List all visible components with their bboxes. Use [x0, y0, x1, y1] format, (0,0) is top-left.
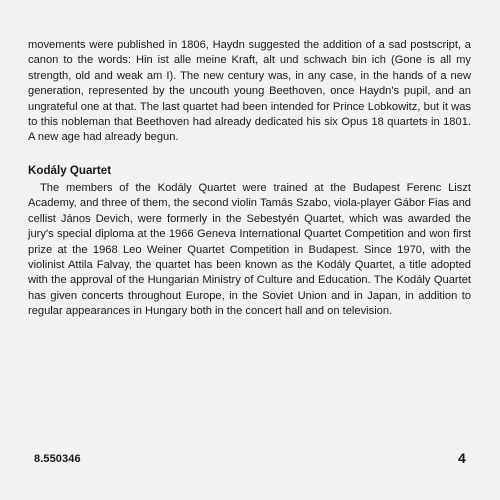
kodaly-quartet-paragraph: The members of the Kodály Quartet were trained at the Budapest Ferenc Liszt Academy, and three of them, the second violin Tamás Szabo, viola-player Gábor Fias and cellist János Devich, were formerly in the Sebestyén Quartet, which was awarded the jury's special diploma at the 1966 Geneva International Quartet Competition and won first prize at the 1968 Leo Weiner Quartet Competition in Budapest. Since 1970, with the violinist Attila Falvay, the quartet has been known as the Kodály Quartet, a title adopted with the approval of the Hungarian Ministry of Culture and Education. The Kodály Quartet has given concerts throughout Europe, in the Soviet Union and in Japan, in addition to regular appearances in Hungary both in the concert hall and on television. [28, 182, 471, 318]
page-number: 4 [458, 450, 466, 466]
catalog-number: 8.550346 [34, 453, 81, 465]
section-heading: Kodály Quartet [28, 164, 112, 177]
intro-paragraph: movements were published in 1806, Haydn suggested the addition of a sad postscript, a canon to the words: Hin ist alle meine Kraft, alt und schwach bin ich (Gone is all my strength, old and weak am I). The new century was, in any case, in the hands of a new generation, represented by the uncouth young Beethoven, once Haydn's pupil, and an ungrateful one at that. The last quartet had been intended for Prince Lobkowitz, but it was to this nobleman that Beethoven had already dedicated his six Opus 18 quartets in 1801. A new age had already begun. [28, 39, 471, 144]
